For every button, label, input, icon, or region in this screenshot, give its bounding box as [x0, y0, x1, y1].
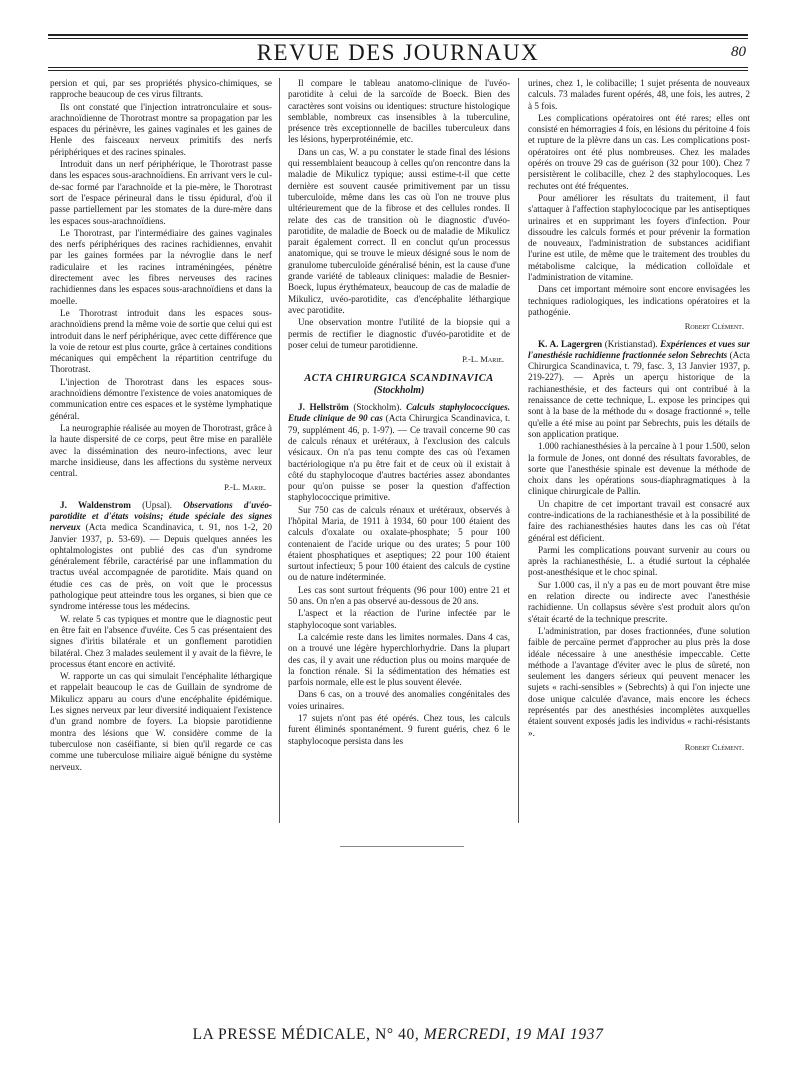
paragraph: Il compare le tableau anatomo-clinique de l'uvéo-parotidite à celui de la sarcoïde de Boeck. Bien des caractères sont voisins ou identiques: structure histologique semblable, nombreux cas insensibles à la tuberculine, présence très exceptionnelle de bacilles tuberculeux dans les lésions, hyperprotéinémie, etc. [288, 78, 510, 145]
section-title: ACTA CHIRURGICA SCANDINAVICA [304, 373, 494, 385]
author-signature: P.-L. Marie. [224, 482, 266, 493]
article-title: Calculs staphylococciques. Etude clinique de 90 cas [288, 402, 511, 424]
paragraph: Ils ont constaté que l'injection intratronculaire et sous-arachnoïdienne de Thorotrast montre sa propagation par les espaces du périnèvre, les gaines vaginales et les gaines de Henle des faisceaux nerveux primitifs des nerfs périphériques et des racines spinales. [50, 101, 272, 157]
paragraph: Parmi les complications pouvant survenir au cours ou après la rachianesthésie, L. a étudié surtout la céphalée post-anesthésique et le choc spinal. [528, 544, 750, 578]
paragraph: W. relate 5 cas typiques et montre que le diagnostic peut en être fait en l'absence d'uvéite. Ces 5 cas présentaient des signes d'iritis bilatérale et un gonflement parotidien bilatéral. Chez 3 malades seulement il y avait de la fièvre, le processus étant encore en activité. [50, 613, 272, 669]
article-city: (Kristianstad). [602, 338, 661, 349]
page-footer [48, 1026, 748, 1044]
column-divider [518, 78, 519, 823]
paragraph: La calcémie reste dans les limites normales. Dans 4 cas, on a trouvé une légère hyperchlorhydrie. Dans la plupart des cas, il y avait une réduction plus ou moins marquée de la fonction rénale. Si la sédimentation des hématies est parfois normale, elle est le plus souvent élevée. [288, 631, 510, 688]
paragraph: Introduit dans un nerf périphérique, le Thorotrast passe dans les espaces sous-arachnoïdiens. En arrivant vers le cul-de-sac formé par l'arachnoïde et la pie-mère, le Thorotrast sort de l'espace périneural dans le tissu épidural, d'où il passe partiellement par les stomates de la dure-mère dans les espaces sous-arachnoïdiens. [50, 159, 272, 226]
paragraph: Les complications opératoires ont été rares; elles ont consisté en hémorragies 4 fois, en lésions du péritoine 4 fois et rupture de la plèvre dans un cas. Les complications post-opératoires ont été plus nombreuses. Chez les malades opérés on trouve 29 cas de guérison (32 pour 100). Chez 7 persistèrent le colibacille, chez 2 des staphylocoques. Les rechutes ont été fréquentes. [528, 112, 750, 191]
top-rule-thin [48, 38, 748, 39]
paragraph: L'administration, par doses fractionnées, d'une solution faible de percaïne permet d'approcher au plus près la dose idéale nécessaire à une anesthésie impeccable. Cette méthode a l'avantage d'éviter avec le plus de sûreté, non seulement les dangers sérieux qui peuvent menacer les sujets « rachi-sensibles » (Sebrechts) à qui l'on injecte une dose unique calculée d'avance, mais encore les échecs représentés par des anesthésies incomplètes auxquelles étaient souvent exposés jadis les individus « rachi-résistants ». [528, 625, 750, 738]
article-author: J. Waldenstrom [60, 499, 131, 510]
article-author: J. Hellström [298, 402, 349, 413]
paragraph: urines, chez 1, le colibacille; 1 sujet présenta de nouveaux calculs. 73 malades furent opérés, 48, une fois, les autres, 2 à 5 fois. [528, 78, 750, 111]
author-signature: P.-L. Marie. [462, 354, 504, 365]
article-reference: (Acta medica Scandinavica, t. 91, nos 1-2, 20 Janvier 1937, p. 53-69). — Depuis quelques années les ophtalmologistes ont publié des cas d'un syndrome généralement fébrile, caractérisé par une inflammation du tractus uvéal accompagnée de parotidite. Mais quand on étudie ces cas de près, on voit que le processus pathologique peut atteindre tous les organes, si bien que ce syndrome intéresse tous les médecins. [50, 522, 272, 612]
paragraph: Pour améliorer les résultats du traitement, il faut s'attaquer à l'affection staphylococique par les antiseptiques urinaires et en supprimant les foyers d'infection. Pour dissoudre les calculs formés et pour prévenir la formation de nouveaux, l'administration de substances acidifiant l'urine est utile, de même que le traitement des troubles du métabolisme calcique, la médication colloïdale et l'administration de vitamine. [528, 192, 750, 283]
author-signature: Robert Clément. [684, 321, 744, 332]
paragraph: Les cas sont surtout fréquents (96 pour 100) entre 21 et 50 ans. On n'en a pas observé au-dessous de 20 ans. [288, 584, 510, 607]
article-title: Observations d'uvéo-parotidite et d'états voisins; étude spéciale des signes nerveux [50, 499, 272, 533]
paragraph: La neurographie réalisée au moyen de Thorotrast, grâce à la haute dispersité de ce corps, peut être mise en parallèle avec la dissémination des neuro-infections, avec leur marche insidieuse, dans les affections du système nerveux central. [50, 422, 272, 479]
page-title: REVUE DES JOURNAUX [256, 40, 540, 65]
article-heading [528, 339, 750, 441]
paragraph: L'aspect et la réaction de l'urine infectée par le staphylocoque sont variables. [288, 608, 510, 630]
article-heading [288, 402, 510, 504]
section-subtitle: (Stockholm) [373, 384, 425, 396]
paragraph: Dans cet important mémoire sont encore envisagées les techniques radiologiques, les indications opératoires et la pathogénie. [528, 284, 750, 317]
article-title: Expériences et vues sur l'anesthésie rachidienne fractionnée selon Sebrechts [528, 338, 750, 360]
column-right [528, 78, 750, 759]
article-city: (Upsal). [130, 499, 184, 510]
article-heading [50, 500, 272, 613]
article-reference: (Acta Chirurgica Scandinavica, t. 79, supplément 46, p. 1-97). — Ce travail concerne 90 cas de calculs rénaux et urétéraux, à l'exclusion des calculs vésicaux. On n'a pas tenu compte des cas où l'examen bactériologique n'a pu être fait et de ceux où il existait à côté du staphylocoque d'autres bactéries assez abondantes pour qu'on puisse se poser la question d'affection staphylococcique primitive. [288, 413, 510, 503]
article-city: (Stockholm). [348, 402, 407, 413]
paragraph: W. rapporte un cas qui simulait l'encéphalite léthargique et rappelait beaucoup le cas de Guillain de syndrome de Mikulicz apparu au cours d'une encéphalite épidémique. Les signes nerveux par leur diversité indiquaient l'existence d'un grand nombre de foyers. La biopsie parotidienne montra des lésions que W. considère comme de la tuberculose non caséifiante, si bien qu'il regarde ce cas comme une tuberculose miliaire aiguë bénigne du système nerveux. [50, 671, 272, 772]
paragraph: 17 sujets n'ont pas été opérés. Chez tous, les calculs furent éliminés spontanément. 9 furent guéris, chez 6 le staphylocoque persista dans les [288, 713, 510, 746]
section-separator [340, 846, 464, 847]
paragraph: Une observation montre l'utilité de la biopsie qui a permis de rectifier le diagnostic d'uvéo-parotidite et de poser celui de tumeur parotidienne. [288, 317, 510, 350]
paragraph: Le Thorotrast introduit dans les espaces sous-arachnoïdiens prend la même voie de sortie que celui qui est introduit dans le nerf périphérique, avec cette différence que la voie de retour est plus courte, grâce à certaines conditions mécaniques qui empêchent la répartition centrifuge du Thorotrast. [50, 307, 272, 375]
paragraph: Un chapitre de cet important travail est consacré aux contre-indications de la rachianesthésie et à la possibilité de faire des rachianesthésies hautes dans les cas où l'état général est déficient. [528, 498, 750, 543]
article-reference: (Acta Chirurgica Scandinavica, t. 79, fasc. 3, 13 Janvier 1937, p. 219-227). — Après un aperçu historique de la rachianesthésie, et des facteurs qui ont contribué à la renaissance de cette technique, L. expose les principes qui sont à la base de la méthode du « dosage fractionné », telle qu'elle a été mise au point par Sebrechts, puis les détails de son application pratique. [528, 349, 750, 439]
footer-journal: LA PRESSE MÉDICALE, N° 40, [192, 1026, 424, 1043]
paragraph: Dans un cas, W. a pu constater le stade final des lésions qui ressemblaient beaucoup à celles qu'on rencontre dans la maladie de Mikulicz typique; aussi estime-t-il que cette dernière est souvent causée primitivement par un tissu tuberculoïde, même dans les cas où l'on ne trouve plus ultérieurement que de la fibrose et des cellules rondes. Il relate des cas de transition où le diagnostic d'uvéo-parotidite, de maladie de Boeck ou de maladie de Mikulicz parait également correct. Il en conclut qu'un processus anatomique, qui se trouve le mieux désigné sous le nom de granulome tuberculoïde généralisé bénin, est la cause d'une grande variété de tableaux cliniques: maladie de Besnier-Boeck, lupus érythémateux, beaucoup de cas de maladie de Mikulicz, uvéo-parotidite, cas d'encéphalite léthargique avec parotidite. [288, 146, 510, 315]
top-rule [48, 34, 748, 36]
article-author: K. A. Lagergren [538, 338, 603, 349]
column-middle [288, 78, 510, 748]
paragraph: persion et qui, par ses propriétés physico-chimiques, se rapproche beaucoup de ces virus filtrants. [50, 78, 272, 100]
paragraph: 1.000 rachianesthésies à la percaïne à 1 pour 1.500, selon la formule de Jones, ont donné des résultats favorables, de sorte que l'anesthésie spinale est devenue la méthode de choix dans les opérations sous-diaphragmatiques à la clinique chirurgicale de Pallin. [528, 441, 750, 497]
paragraph: Sur 750 cas de calculs rénaux et urétéraux, observés à l'hôpital Maria, de 1911 à 1934, 60 pour 100 étaient des calculs d'oxalate ou oxalate-phosphate; 5 pour 100 contenaient de l'acide urique ou des urates; 5 pour 100 étaient phosphatiques et aseptiques; 22 pour 100 étaient surtout infectieux; 5 pour 100 étaient des calculs de cystine ou de nature indéterminée. [288, 504, 510, 583]
column-left [50, 78, 272, 774]
paragraph: Sur 1.000 cas, il n'y a pas eu de mort pouvant être mise en relation directe ou indirecte avec l'anesthésie rachidienne. Un collapsus sévère s'est produit alors qu'on s'était écarté de la technique prescrite. [528, 579, 750, 624]
paragraph: L'injection de Thorotrast dans les espaces sous-arachnoïdiens démontre l'existence de voies anatomiques de communication entre ces espaces et le système lymphatique général. [50, 376, 272, 421]
footer-date: MERCREDI, 19 MAI 1937 [423, 1026, 604, 1043]
header-rule-thin [48, 70, 748, 71]
paragraph: Dans 6 cas, on a trouvé des anomalies congénitales des voies urinaires. [288, 689, 510, 711]
paragraph: Le Thorotrast, par l'intermédiaire des gaines vaginales des nerfs périphériques des racines rachidiennes, envahit par les gaines formées par la névroglie dans le nerf radiculaire et les racines intraméningées, pénètre directement avec les fibres nerveuses des racines rachidiennes dans les espaces sous-arachnoïdiens et dans la moelle. [50, 227, 272, 306]
column-divider [279, 78, 280, 823]
header-rule [48, 67, 748, 68]
author-signature: Robert Clément. [684, 741, 744, 752]
page-number: 80 [731, 44, 746, 60]
